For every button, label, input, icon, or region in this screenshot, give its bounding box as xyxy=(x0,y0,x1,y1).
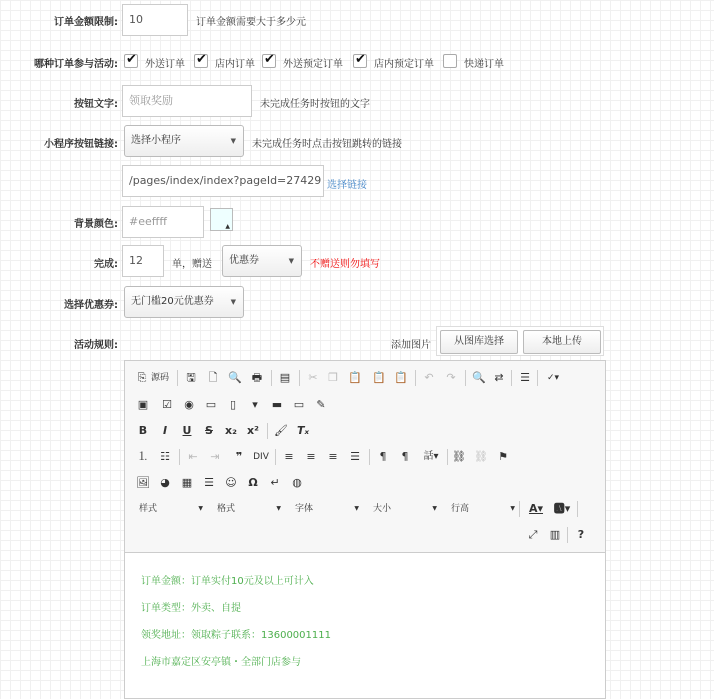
checkbox-label: 外送订单 xyxy=(145,59,185,70)
toolbar-separator xyxy=(267,423,268,439)
ltr-icon[interactable]: ¶ xyxy=(379,450,387,463)
select-all-icon[interactable]: ☰ xyxy=(520,371,530,384)
checkbox-delivery-reserve[interactable] xyxy=(262,54,276,68)
iframe-icon[interactable]: ◍ xyxy=(292,476,302,489)
chevron-down-icon: ▼ xyxy=(230,298,236,306)
color-picker-swatch[interactable] xyxy=(210,208,233,231)
checkbox-delivery[interactable] xyxy=(124,54,138,68)
min-amount-label: 订单金额限制: xyxy=(54,17,118,28)
rtl-icon[interactable]: ¶ xyxy=(401,450,409,463)
link-icon[interactable]: ⛓ xyxy=(452,450,466,463)
checkbox-label: 店内订单 xyxy=(215,59,255,70)
button-field-icon[interactable]: ▬ xyxy=(271,398,283,411)
bg-color-input[interactable]: #eeffff xyxy=(122,206,204,238)
content-line: 上海市嘉定区安亭镇・全部门店参与 xyxy=(141,657,301,668)
italic-icon[interactable]: I xyxy=(162,424,168,437)
miniprogram-link-label: 小程序按钮链接: xyxy=(44,139,118,150)
justify-icon[interactable]: ☰ xyxy=(350,450,360,463)
align-left-icon[interactable]: ≡ xyxy=(284,450,294,463)
toolbar-separator xyxy=(369,449,370,465)
blockquote-icon[interactable]: ❞ xyxy=(235,450,243,463)
checkbox-express[interactable] xyxy=(443,54,457,68)
line-height-combo-label: 行高 xyxy=(451,504,470,514)
style-combo[interactable] xyxy=(139,500,203,518)
flash-icon[interactable]: ◕ xyxy=(160,476,170,489)
special-char-icon[interactable]: Ω xyxy=(248,476,258,489)
editor-content[interactable] xyxy=(125,554,605,698)
button-text-hint: 未完成任务时按钮的文字 xyxy=(260,99,370,110)
style-combo-label: 样式 xyxy=(139,504,158,514)
choose-link[interactable]: 选择链接 xyxy=(327,180,367,191)
checkbox-label: 快递订单 xyxy=(464,59,504,70)
complete-count-input[interactable]: 12 xyxy=(122,245,164,277)
indent-icon[interactable]: ⇥ xyxy=(210,450,220,463)
align-right-icon[interactable]: ≡ xyxy=(328,450,338,463)
save-icon[interactable]: 🖫 xyxy=(186,371,196,384)
toolbar-separator xyxy=(537,370,538,386)
checkbox-label: 店内预定订单 xyxy=(374,59,434,70)
reward-type-select[interactable] xyxy=(222,245,302,277)
format-combo[interactable] xyxy=(217,500,281,518)
order-types-label: 哪种订单参与活动: xyxy=(34,59,118,70)
coupon-select-value: 无门槛20元优惠券 xyxy=(131,296,214,307)
toolbar-separator xyxy=(511,370,512,386)
toolbar-separator xyxy=(271,370,272,386)
anchor-icon[interactable]: ⚑ xyxy=(498,450,508,463)
from-gallery-button[interactable]: 从图库选择 xyxy=(440,330,518,354)
complete-label: 完成: xyxy=(94,259,118,270)
size-combo-label: 大小 xyxy=(373,504,392,514)
cut-icon[interactable]: ✂ xyxy=(308,371,318,384)
size-combo[interactable] xyxy=(373,500,437,518)
copy-icon[interactable]: ❐ xyxy=(328,371,338,384)
toolbar-separator xyxy=(275,449,276,465)
spellcheck-icon[interactable]: ✓▾ xyxy=(546,373,560,383)
outdent-icon[interactable]: ⇤ xyxy=(188,450,198,463)
superscript-icon[interactable]: x² xyxy=(247,424,259,437)
underline-icon[interactable]: U xyxy=(182,424,192,437)
toolbar-separator xyxy=(519,501,520,517)
coupon-label: 选择优惠券: xyxy=(64,300,118,311)
checkbox-icon[interactable]: ☑ xyxy=(162,398,172,411)
local-upload-button[interactable]: 本地上传 xyxy=(523,330,601,354)
editor-toolbar xyxy=(125,361,605,553)
checkbox-label: 外送预定订单 xyxy=(283,59,343,70)
help-icon[interactable]: ? xyxy=(577,528,585,541)
toolbar-separator xyxy=(299,370,300,386)
paste-word-icon[interactable]: 📋 xyxy=(394,371,408,384)
numbered-list-icon[interactable]: ⒈ xyxy=(137,450,149,463)
image-icon[interactable]: 🖼 xyxy=(136,476,150,489)
replace-icon[interactable]: ⇄ xyxy=(494,371,504,384)
toolbar-separator xyxy=(577,501,578,517)
reward-warning: 不赠送则勿填写 xyxy=(310,259,380,270)
language-icon[interactable]: 話▾ xyxy=(423,451,439,462)
bg-color-icon[interactable]: 🅰▾ xyxy=(553,502,571,515)
horizontal-rule-icon[interactable]: ☰ xyxy=(204,476,214,489)
miniprogram-link-hint: 未完成任务时点击按钮跳转的链接 xyxy=(252,139,402,150)
checkbox-dine-in[interactable] xyxy=(194,54,208,68)
find-icon[interactable]: 🔍 xyxy=(472,371,486,384)
copy-format-icon[interactable]: 🖌 xyxy=(274,424,288,437)
complete-unit-text: 单，赠送 xyxy=(172,259,212,270)
chevron-down-icon: ▼ xyxy=(230,137,236,145)
paste-text-icon[interactable]: 📋 xyxy=(372,371,386,384)
chevron-down-icon: ▼ xyxy=(276,505,281,512)
image-button-icon[interactable]: ▭ xyxy=(293,398,305,411)
chevron-down-icon: ▼ xyxy=(432,505,437,512)
content-line: 订单类型：外卖、自提 xyxy=(141,603,241,614)
div-container-icon[interactable]: DIV xyxy=(253,452,269,462)
min-amount-hint: 订单金额需要大于多少元 xyxy=(196,17,306,28)
button-text-input[interactable]: 领取奖励 xyxy=(122,85,252,117)
table-icon[interactable]: ▦ xyxy=(181,476,193,489)
paste-icon[interactable]: 📋 xyxy=(348,371,362,384)
strikethrough-icon[interactable]: S xyxy=(205,424,213,437)
text-color-icon[interactable]: A▾ xyxy=(528,502,544,515)
font-combo-label: 字体 xyxy=(295,504,314,514)
chevron-down-icon: ▼ xyxy=(354,505,359,512)
templates-icon[interactable]: ▤ xyxy=(279,371,291,384)
textarea-icon[interactable]: ▯ xyxy=(229,398,237,411)
textfield-icon[interactable]: ▭ xyxy=(205,398,217,411)
source-label[interactable]: 源码 xyxy=(151,373,170,383)
unlink-icon[interactable]: ⛓ xyxy=(474,450,488,463)
add-image-label: 添加图片 xyxy=(391,340,431,351)
toolbar-separator xyxy=(465,370,466,386)
align-center-icon[interactable]: ≡ xyxy=(306,450,316,463)
subscript-icon[interactable]: x₂ xyxy=(225,424,237,437)
min-amount-input[interactable]: 10 xyxy=(122,4,188,36)
font-combo[interactable] xyxy=(295,500,359,518)
line-height-combo[interactable] xyxy=(451,500,515,518)
radio-icon[interactable]: ◉ xyxy=(184,398,194,411)
toolbar-separator xyxy=(415,370,416,386)
smiley-icon[interactable]: ☺ xyxy=(225,476,237,489)
undo-icon[interactable]: ↶ xyxy=(424,371,434,384)
rich-text-editor xyxy=(124,360,606,699)
page-break-icon[interactable]: ↵ xyxy=(270,476,280,489)
toolbar-separator xyxy=(567,527,568,543)
source-icon[interactable]: ⎘ xyxy=(137,371,147,384)
preview-icon[interactable]: 🔍 xyxy=(228,371,242,384)
form-icon[interactable]: ▣ xyxy=(137,398,149,411)
format-combo-label: 格式 xyxy=(217,504,236,514)
picker-arrow-icon: ▲ xyxy=(225,223,230,230)
rules-label: 活动规则: xyxy=(74,340,118,351)
print-icon[interactable]: 🖶 xyxy=(251,371,263,384)
content-line: 订单金额：订单实付10元及以上可计入 xyxy=(141,576,314,587)
chevron-down-icon: ▼ xyxy=(198,505,203,512)
chevron-down-icon: ▼ xyxy=(510,505,515,512)
bg-color-label: 背景颜色: xyxy=(74,219,118,230)
bold-icon[interactable]: B xyxy=(138,424,148,437)
bulleted-list-icon[interactable]: ☷ xyxy=(160,450,170,463)
show-blocks-icon[interactable]: ▥ xyxy=(549,528,561,541)
miniprogram-select-value: 选择小程序 xyxy=(131,135,181,146)
checkbox-dine-in-reserve[interactable] xyxy=(353,54,367,68)
toolbar-separator xyxy=(179,449,180,465)
hidden-field-icon[interactable]: ✎ xyxy=(316,398,326,411)
select-field-icon[interactable]: ▾ xyxy=(252,398,258,411)
toolbar-separator xyxy=(447,449,448,465)
reward-type-value: 优惠券 xyxy=(229,255,259,266)
coupon-select[interactable] xyxy=(124,286,244,318)
miniprogram-select[interactable] xyxy=(124,125,244,157)
redo-icon[interactable]: ↷ xyxy=(446,371,456,384)
content-line: 领奖地址：领取粽子联系：13600001111 xyxy=(141,630,331,641)
new-page-icon[interactable]: 🗋 xyxy=(208,371,218,384)
remove-format-icon[interactable]: Tₓ xyxy=(296,424,310,437)
chevron-down-icon: ▼ xyxy=(288,257,294,265)
button-text-label: 按钮文字: xyxy=(74,99,118,110)
toolbar-separator xyxy=(177,370,178,386)
maximize-icon[interactable]: ⤢ xyxy=(528,528,538,541)
link-path-input[interactable]: /pages/index/index?pageId=27429 xyxy=(122,165,324,197)
